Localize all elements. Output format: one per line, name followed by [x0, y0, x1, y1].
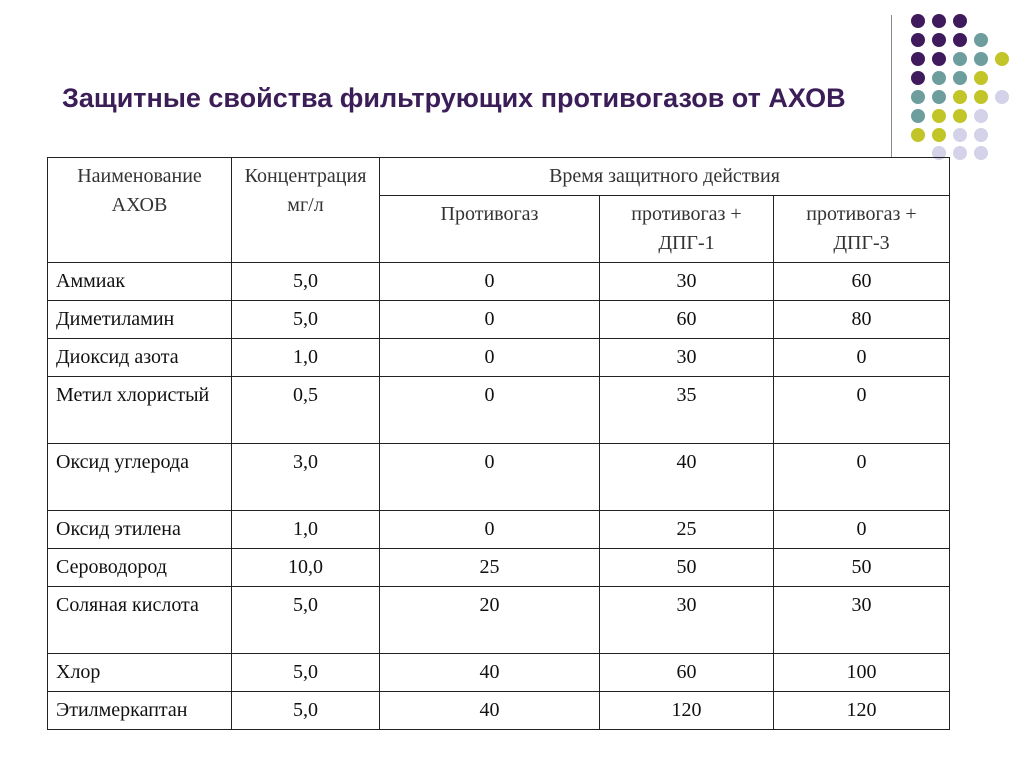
cell-dpg3-time: 0	[774, 377, 950, 444]
decor-dot	[995, 90, 1009, 104]
cell-dpg1-time: 30	[600, 587, 774, 654]
cell-substance-name: Диметиламин	[48, 301, 232, 339]
cell-dpg1-time: 120	[600, 692, 774, 730]
cell-gas-mask-time: 0	[380, 444, 600, 511]
decor-dot	[932, 109, 946, 123]
decor-dot	[911, 90, 925, 104]
decor-dot	[932, 14, 946, 28]
cell-gas-mask-time: 25	[380, 549, 600, 587]
table-row	[48, 654, 950, 692]
decor-dot	[911, 14, 925, 28]
cell-dpg3-time: 50	[774, 549, 950, 587]
cell-gas-mask-time: 0	[380, 339, 600, 377]
decor-dot	[974, 109, 988, 123]
cell-substance-name: Диоксид азота	[48, 339, 232, 377]
cell-substance-name: Оксид этилена	[48, 511, 232, 549]
table-row	[48, 692, 950, 730]
cell-concentration: 5,0	[232, 654, 380, 692]
table-row	[48, 444, 950, 511]
header-gas-mask-dpg1: противогаз + ДПГ-1	[600, 196, 774, 263]
decor-dot	[974, 146, 988, 160]
table-row	[48, 339, 950, 377]
cell-dpg1-time: 40	[600, 444, 774, 511]
decor-dot	[953, 14, 967, 28]
decor-dot	[911, 71, 925, 85]
decor-dot	[974, 33, 988, 47]
cell-concentration: 0,5	[232, 377, 380, 444]
decor-dot	[974, 71, 988, 85]
table-row	[48, 511, 950, 549]
table-row	[48, 301, 950, 339]
cell-gas-mask-time: 20	[380, 587, 600, 654]
cell-dpg1-time: 30	[600, 263, 774, 301]
cell-dpg3-time: 0	[774, 339, 950, 377]
cell-dpg3-time: 120	[774, 692, 950, 730]
cell-gas-mask-time: 0	[380, 301, 600, 339]
cell-dpg1-time: 35	[600, 377, 774, 444]
cell-substance-name: Сероводород	[48, 549, 232, 587]
cell-dpg1-time: 25	[600, 511, 774, 549]
decor-dot	[974, 90, 988, 104]
header-name: Наименование АХОВ	[48, 158, 232, 263]
decor-dot	[953, 71, 967, 85]
protection-table	[47, 157, 950, 730]
decor-dot	[932, 128, 946, 142]
table-row	[48, 263, 950, 301]
cell-dpg1-time: 30	[600, 339, 774, 377]
cell-dpg1-time: 60	[600, 301, 774, 339]
cell-gas-mask-time: 0	[380, 263, 600, 301]
cell-gas-mask-time: 40	[380, 654, 600, 692]
decor-dot	[974, 52, 988, 66]
header-protection-time: Время защитного действия	[380, 158, 950, 196]
cell-gas-mask-time: 0	[380, 377, 600, 444]
cell-concentration: 3,0	[232, 444, 380, 511]
decor-dot	[953, 52, 967, 66]
decor-dot	[932, 71, 946, 85]
cell-dpg1-time: 50	[600, 549, 774, 587]
slide-title: Защитные свойства фильтрующих противогазов от АХОВ	[62, 83, 846, 113]
cell-dpg3-time: 80	[774, 301, 950, 339]
cell-dpg3-time: 0	[774, 511, 950, 549]
decor-dot	[953, 128, 967, 142]
decor-dot	[911, 109, 925, 123]
header-row-1	[48, 158, 950, 196]
decor-dot	[995, 52, 1009, 66]
cell-dpg3-time: 60	[774, 263, 950, 301]
decor-dot	[974, 128, 988, 142]
decor-dot	[911, 33, 925, 47]
cell-concentration: 1,0	[232, 339, 380, 377]
cell-dpg3-time: 0	[774, 444, 950, 511]
decor-dot	[911, 52, 925, 66]
cell-substance-name: Аммиак	[48, 263, 232, 301]
decor-dot	[932, 33, 946, 47]
header-gas-mask-dpg3: противогаз + ДПГ-3	[774, 196, 950, 263]
table-row	[48, 587, 950, 654]
cell-gas-mask-time: 0	[380, 511, 600, 549]
cell-concentration: 5,0	[232, 587, 380, 654]
decor-dot	[932, 52, 946, 66]
cell-dpg3-time: 100	[774, 654, 950, 692]
cell-substance-name: Хлор	[48, 654, 232, 692]
decor-dot	[911, 128, 925, 142]
decor-dot	[953, 90, 967, 104]
cell-concentration: 5,0	[232, 263, 380, 301]
cell-substance-name: Метил хлористый	[48, 377, 232, 444]
table-row	[48, 549, 950, 587]
cell-concentration: 1,0	[232, 511, 380, 549]
cell-concentration: 10,0	[232, 549, 380, 587]
cell-gas-mask-time: 40	[380, 692, 600, 730]
decor-dot	[953, 109, 967, 123]
cell-substance-name: Соляная кислота	[48, 587, 232, 654]
cell-concentration: 5,0	[232, 692, 380, 730]
cell-dpg3-time: 30	[774, 587, 950, 654]
cell-concentration: 5,0	[232, 301, 380, 339]
header-gas-mask: Противогаз	[380, 196, 600, 263]
cell-dpg1-time: 60	[600, 654, 774, 692]
header-concentration: Концентрация мг/л	[232, 158, 380, 263]
decor-dot	[932, 90, 946, 104]
table-row	[48, 377, 950, 444]
cell-substance-name: Этилмеркаптан	[48, 692, 232, 730]
decor-dot	[953, 33, 967, 47]
cell-substance-name: Оксид углерода	[48, 444, 232, 511]
decor-dot	[953, 146, 967, 160]
